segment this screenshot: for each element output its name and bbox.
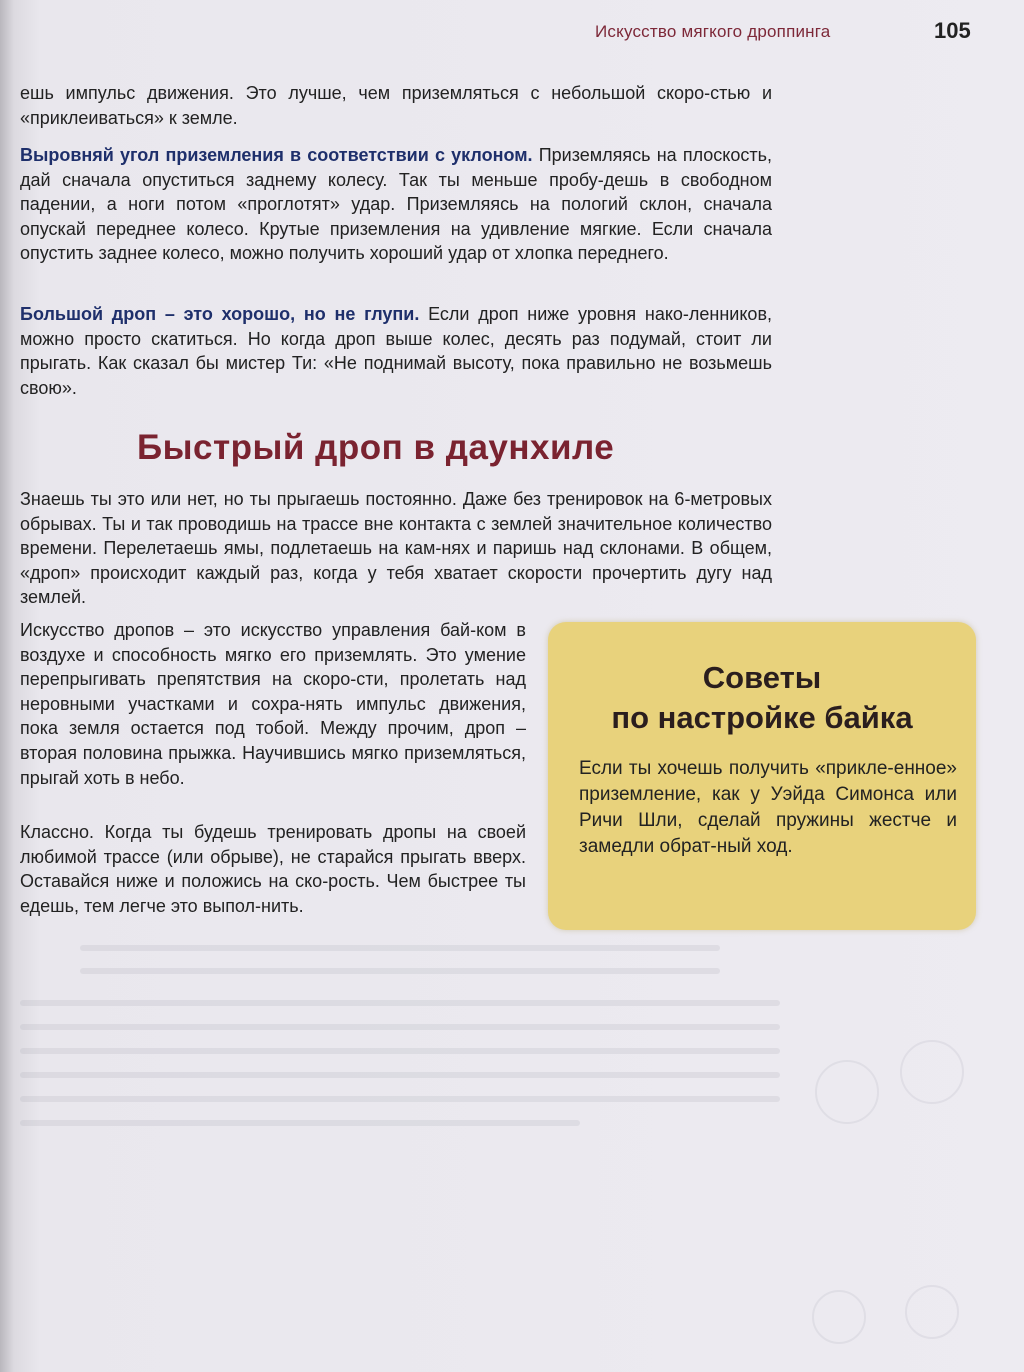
paragraph-text: ешь импульс движения. Это лучше, чем приземляться с небольшой скоро-стью и «приклеиваться» к земле. (20, 83, 772, 128)
body-paragraph-1 (20, 81, 772, 130)
bleed-through-wheel (812, 1290, 866, 1344)
body-paragraph-3 (20, 302, 772, 400)
bleed-through-line (20, 1120, 580, 1126)
bleed-through-line (20, 1072, 780, 1078)
section-heading: Быстрый дроп в даунхиле (137, 428, 615, 467)
bleed-through-line (80, 968, 720, 974)
sidebar-title-line2: по настройке байка (611, 700, 913, 735)
bleed-through-line (20, 1000, 780, 1006)
paragraph-lead: Выровняй угол приземления в соответствии с уклоном. (20, 145, 533, 165)
page-number: 105 (934, 18, 971, 43)
paragraph-text: Приземляясь на плоскость, дай сначала опуститься заднему колесу. Так ты меньше пробу-дешь в свободном падении, а ноги потом «проглотят» удар. Приземляясь на пологий склон, сначала опускай переднее колесо. Крутые приземления на удивление мягкие. Если сначала опустить заднее колесо, можно получить хороший удар от хлопка переднего. (20, 145, 772, 264)
sidebar-title (548, 658, 976, 738)
paragraph-text: Если дроп ниже уровня нако-ленников, можно просто скатиться. Но когда дроп выше колес, десять раз подумай, стоит ли прыгать. Как сказал бы мистер Ти: «Не поднимай высоту, пока правильно не возьмешь свою». (20, 304, 773, 398)
column-paragraph-2: Классно. Когда ты будешь тренировать дропы на своей любимой трассе (или обрыве), не старайся прыгать вверх. Оставайся ниже и положись на ско-рость. Чем быстрее ты едешь, тем легче это выпол-нить. (20, 822, 526, 916)
sidebar-title-line1: Советы (702, 660, 822, 695)
bleed-through-line (20, 1048, 780, 1054)
body-paragraph-2 (20, 143, 772, 266)
bleed-through-wheel (905, 1285, 959, 1339)
bleed-through-line (20, 1024, 780, 1030)
bleed-through-wheel (900, 1040, 964, 1104)
bleed-through-line (20, 1096, 780, 1102)
column-paragraph-1: Искусство дропов – это искусство управления бай-ком в воздухе и способность мягко его приземлять. Это умение перепрыгивать препятствия на скоро-сти, пролетать над неровными участками и сохра-нять импульс движения, пока земля остается под тобой. Между прочим, дроп – вторая половина прыжка. Научившись мягко приземляться, прыгай хоть в небо. (20, 620, 526, 788)
bleed-through-line (80, 945, 720, 951)
bleed-through-wheel (815, 1060, 879, 1124)
running-title: Искусство мягкого дроппинга (595, 22, 831, 41)
paragraph-lead: Большой дроп – это хорошо, но не глупи. (20, 304, 420, 324)
sidebar-body: Если ты хочешь получить «прикле-енное» приземление, как у Уэйда Симонса или Ричи Шли, сделай пружины жестче и замедли обрат-ный ход. (579, 758, 957, 857)
section-intro: Знаешь ты это или нет, но ты прыгаешь постоянно. Даже без тренировок на 6-метровых обрывах. Ты и так проводишь на трассе вне контакта с землей значительное количество времени. Перелетаешь ямы, подлетаешь на кам-нях и паришь над склонами. В общем, «дроп» происходит каждый раз, когда у тебя хватает скорости прочертить дугу над землей. (20, 489, 772, 608)
running-header (0, 0, 1024, 70)
tips-sidebar (548, 622, 976, 930)
